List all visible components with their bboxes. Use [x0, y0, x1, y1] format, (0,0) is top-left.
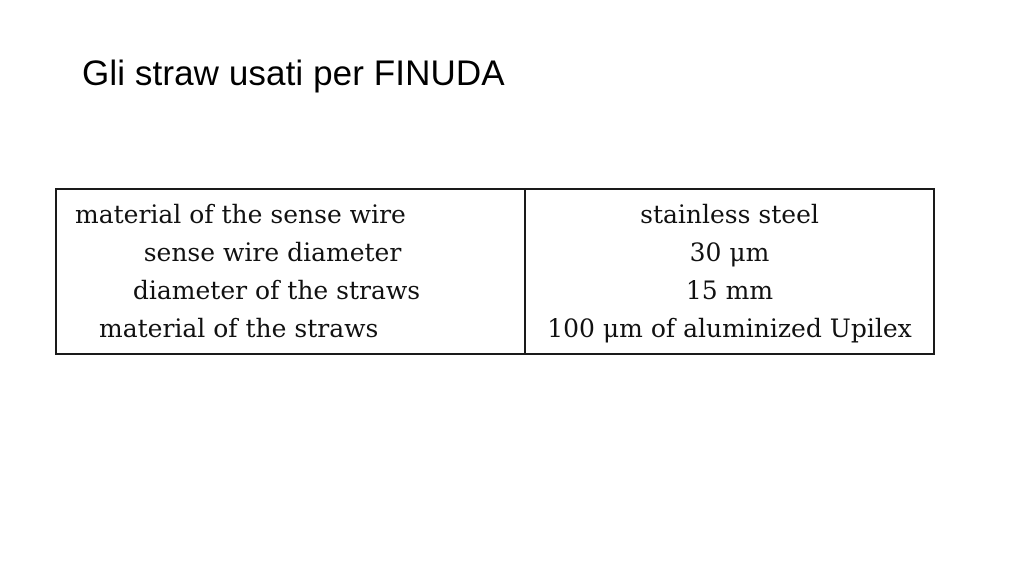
table-cell-label: material of the sense wire: [57, 190, 525, 234]
table-row: [57, 190, 933, 234]
table-cell-label: sense wire diameter: [57, 234, 525, 272]
table-cell-value: 100 μm of aluminized Upilex: [547, 314, 912, 343]
table-cell-label: material of the straws: [57, 310, 525, 353]
table: [57, 190, 933, 353]
table-cell-label: diameter of the straws: [57, 272, 525, 310]
table-cell-value: stainless steel: [640, 200, 819, 229]
table-cell-value: 15 mm: [685, 276, 774, 305]
table-cell-value: 30 μm: [689, 238, 770, 267]
table-row: [57, 310, 933, 353]
table-row: [57, 272, 933, 310]
page-title: Gli straw usati per FINUDA: [82, 54, 505, 93]
table-row: [57, 234, 933, 272]
straw-parameters-table: [55, 188, 935, 355]
